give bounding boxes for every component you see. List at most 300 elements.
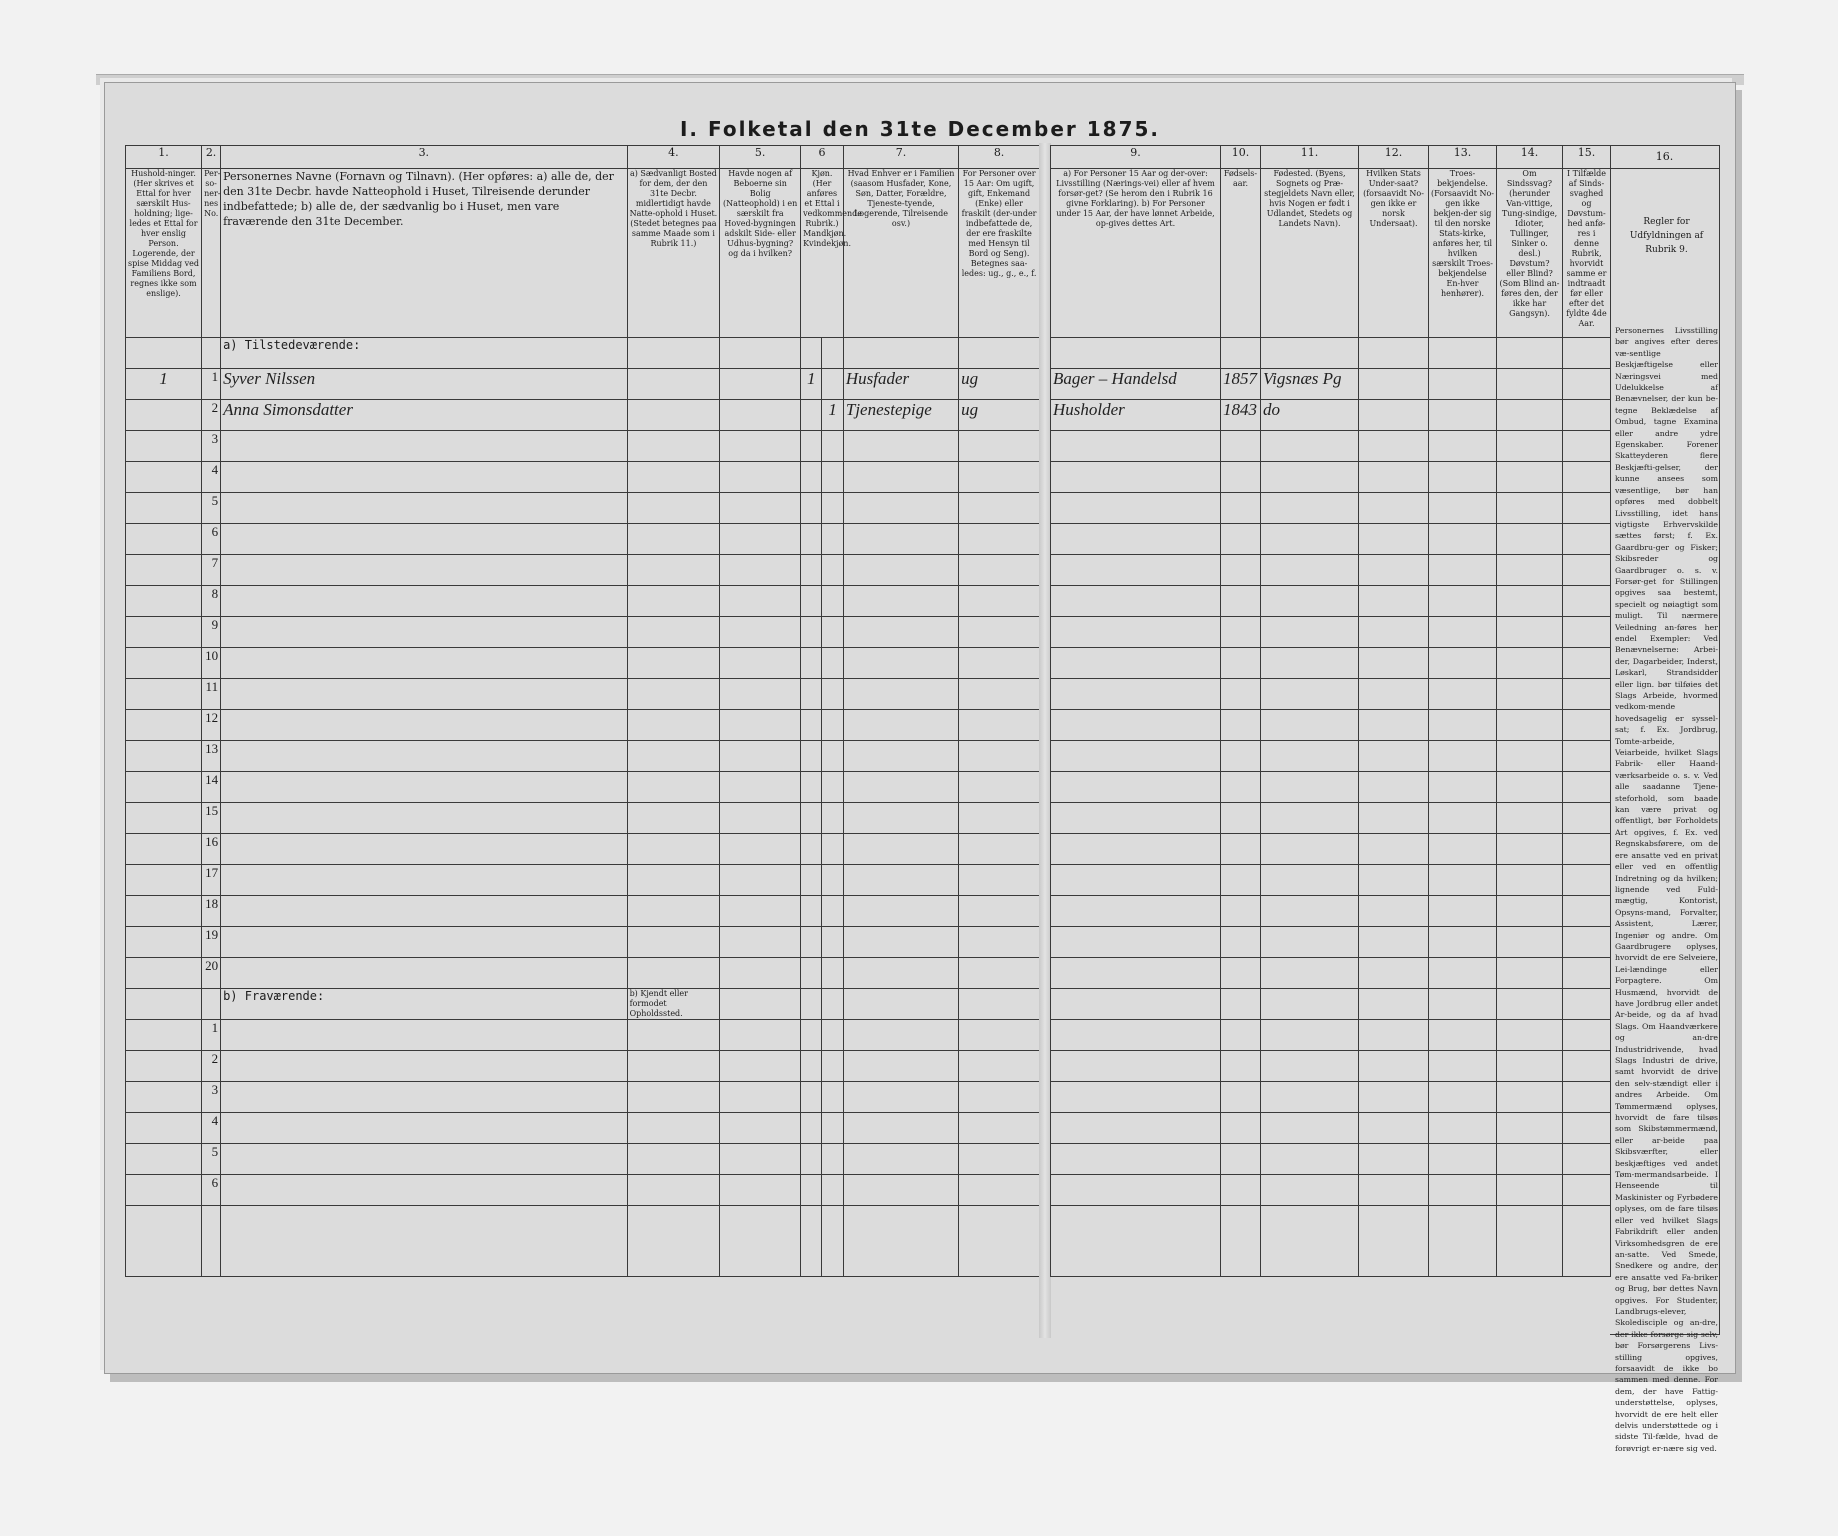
blank-cell bbox=[1429, 648, 1497, 679]
blank-cell bbox=[1563, 1175, 1611, 1206]
blank-cell bbox=[1563, 400, 1611, 431]
name-cell bbox=[221, 896, 627, 927]
table-row bbox=[1051, 803, 1611, 834]
table-row bbox=[126, 1144, 1040, 1175]
civil-status-cell bbox=[959, 834, 1040, 865]
civil-status-cell bbox=[959, 865, 1040, 896]
blank-cell bbox=[1497, 1144, 1563, 1175]
female-cell bbox=[822, 772, 843, 803]
blank-cell bbox=[1429, 1020, 1497, 1051]
civil-status-cell bbox=[959, 896, 1040, 927]
household-cell bbox=[126, 1082, 202, 1113]
table-row bbox=[126, 803, 1040, 834]
col-num-8: 8. bbox=[959, 146, 1040, 169]
table-row bbox=[126, 400, 1040, 431]
birthplace-cell bbox=[1261, 896, 1359, 927]
name-cell bbox=[221, 524, 627, 555]
residence-cell bbox=[627, 369, 720, 400]
table-row bbox=[126, 1113, 1040, 1144]
household-cell bbox=[126, 741, 202, 772]
birth-year-cell bbox=[1221, 772, 1261, 803]
residence-cell bbox=[627, 958, 720, 989]
table-row bbox=[1051, 462, 1611, 493]
table-row bbox=[126, 710, 1040, 741]
civil-status-cell bbox=[959, 1144, 1040, 1175]
table-row bbox=[126, 927, 1040, 958]
male-cell bbox=[801, 555, 822, 586]
filler-row bbox=[1051, 1206, 1611, 1277]
section-cell bbox=[801, 989, 822, 1020]
blank-cell bbox=[1359, 524, 1429, 555]
male-cell bbox=[801, 462, 822, 493]
family-role-cell bbox=[843, 493, 958, 524]
table-row bbox=[126, 1020, 1040, 1051]
family-role-cell bbox=[843, 1082, 958, 1113]
blank-cell bbox=[1563, 1144, 1611, 1175]
residence-cell bbox=[627, 1082, 720, 1113]
filler-cell bbox=[822, 1206, 843, 1277]
section-cell bbox=[801, 338, 822, 369]
outbuilding-cell bbox=[720, 710, 801, 741]
section-cell bbox=[202, 338, 221, 369]
birth-year-cell bbox=[1221, 648, 1261, 679]
blank-cell bbox=[1359, 400, 1429, 431]
name-cell bbox=[221, 617, 627, 648]
table-row bbox=[126, 1051, 1040, 1082]
col-num-7: 7. bbox=[843, 146, 958, 169]
household-cell bbox=[126, 555, 202, 586]
female-cell bbox=[822, 927, 843, 958]
male-cell bbox=[801, 834, 822, 865]
civil-status-cell bbox=[959, 772, 1040, 803]
col-head-names: Personernes Navne (Fornavn og Tilnavn). (Her opføres: a) alle de, der den 31te Decbr. havde Natteophold i Huset, Tilreisende derunder indbefattede; b) alle de, der sædvanlig bo i Huset, men vare fraværende den 31te December. bbox=[221, 169, 627, 338]
blank-cell bbox=[1359, 555, 1429, 586]
civil-status-cell bbox=[959, 1113, 1040, 1144]
residence-cell bbox=[627, 741, 720, 772]
female-cell bbox=[822, 648, 843, 679]
civil-status-cell-value: ug bbox=[961, 400, 979, 419]
row-number: 2 bbox=[202, 400, 221, 431]
blank-cell bbox=[1563, 772, 1611, 803]
residence-cell bbox=[627, 524, 720, 555]
census-sheet bbox=[104, 82, 1736, 1453]
occupation-cell bbox=[1051, 772, 1221, 803]
outbuilding-cell bbox=[720, 896, 801, 927]
name-cell bbox=[221, 1020, 627, 1051]
table-row bbox=[1051, 369, 1611, 400]
civil-status-cell bbox=[959, 741, 1040, 772]
blank-cell bbox=[1429, 710, 1497, 741]
female-cell bbox=[822, 617, 843, 648]
name-cell bbox=[221, 1144, 627, 1175]
section-cell bbox=[126, 989, 202, 1020]
birthplace-cell bbox=[1261, 400, 1359, 431]
row-number: 11 bbox=[202, 679, 221, 710]
table-row bbox=[1051, 1144, 1611, 1175]
female-cell bbox=[822, 1082, 843, 1113]
filler-cell bbox=[843, 1206, 958, 1277]
birthplace-cell bbox=[1261, 617, 1359, 648]
birth-year-cell bbox=[1221, 462, 1261, 493]
blank-cell bbox=[1497, 958, 1563, 989]
blank-cell bbox=[1563, 803, 1611, 834]
blank-cell bbox=[1429, 431, 1497, 462]
household-cell bbox=[126, 803, 202, 834]
outbuilding-cell bbox=[720, 617, 801, 648]
birthplace-cell bbox=[1261, 1051, 1359, 1082]
filler-cell bbox=[720, 1206, 801, 1277]
household-cell bbox=[126, 462, 202, 493]
blank-cell bbox=[1359, 741, 1429, 772]
outbuilding-cell bbox=[720, 1175, 801, 1206]
male-cell bbox=[801, 896, 822, 927]
right-page bbox=[1050, 145, 1720, 1453]
filler-cell bbox=[1497, 1206, 1563, 1277]
blank-cell bbox=[1497, 1020, 1563, 1051]
row-number: 5 bbox=[202, 493, 221, 524]
male-cell bbox=[801, 586, 822, 617]
name-cell bbox=[221, 927, 627, 958]
male-cell bbox=[801, 617, 822, 648]
female-cell bbox=[822, 741, 843, 772]
blank-cell bbox=[1359, 617, 1429, 648]
table-row bbox=[1051, 927, 1611, 958]
family-role-cell bbox=[843, 462, 958, 493]
family-role-cell bbox=[843, 400, 958, 431]
table-row bbox=[126, 493, 1040, 524]
occupation-cell bbox=[1051, 1113, 1221, 1144]
occupation-cell-value: Bager – Handelsd bbox=[1053, 369, 1177, 388]
blank-cell bbox=[1359, 803, 1429, 834]
name-cell bbox=[221, 648, 627, 679]
row-number: 17 bbox=[202, 865, 221, 896]
family-role-cell bbox=[843, 586, 958, 617]
birthplace-cell-value: do bbox=[1263, 400, 1280, 419]
female-cell bbox=[822, 896, 843, 927]
family-role-cell bbox=[843, 679, 958, 710]
name-cell bbox=[221, 1175, 627, 1206]
blank-cell bbox=[1359, 896, 1429, 927]
female-cell bbox=[822, 679, 843, 710]
table-row bbox=[126, 865, 1040, 896]
col-num-15: 15. bbox=[1563, 146, 1611, 169]
blank-cell bbox=[1429, 1082, 1497, 1113]
blank-cell bbox=[1563, 679, 1611, 710]
blank-cell bbox=[1429, 741, 1497, 772]
birthplace-cell bbox=[1261, 958, 1359, 989]
blank-cell bbox=[1563, 1082, 1611, 1113]
occupation-cell bbox=[1051, 493, 1221, 524]
section-cell bbox=[1051, 338, 1221, 369]
section-cell bbox=[126, 338, 202, 369]
civil-status-cell bbox=[959, 493, 1040, 524]
section-row bbox=[1051, 338, 1611, 369]
residence-cell bbox=[627, 865, 720, 896]
birth-year-cell bbox=[1221, 617, 1261, 648]
name-cell bbox=[221, 834, 627, 865]
blank-cell bbox=[1497, 524, 1563, 555]
birth-year-cell bbox=[1221, 710, 1261, 741]
civil-status-cell bbox=[959, 710, 1040, 741]
blank-cell bbox=[1429, 896, 1497, 927]
civil-status-cell bbox=[959, 586, 1040, 617]
row-number: 8 bbox=[202, 586, 221, 617]
blank-cell bbox=[1429, 617, 1497, 648]
name-cell bbox=[221, 741, 627, 772]
section-cell bbox=[843, 989, 958, 1020]
female-cell bbox=[822, 1020, 843, 1051]
table-row bbox=[1051, 648, 1611, 679]
blank-cell bbox=[1497, 865, 1563, 896]
outbuilding-cell bbox=[720, 1082, 801, 1113]
occupation-cell bbox=[1051, 400, 1221, 431]
blank-cell bbox=[1429, 493, 1497, 524]
name-cell-value: Anna Simonsdatter bbox=[223, 400, 353, 419]
birth-year-cell bbox=[1221, 1020, 1261, 1051]
occupation-cell bbox=[1051, 462, 1221, 493]
family-role-cell bbox=[843, 772, 958, 803]
occupation-cell bbox=[1051, 896, 1221, 927]
blank-cell bbox=[1497, 1113, 1563, 1144]
outbuilding-cell bbox=[720, 555, 801, 586]
outbuilding-cell bbox=[720, 400, 801, 431]
section-cell bbox=[1359, 989, 1429, 1020]
blank-cell bbox=[1497, 648, 1563, 679]
table-row bbox=[126, 369, 1040, 400]
male-cell bbox=[801, 431, 822, 462]
col-num-2: 2. bbox=[202, 146, 221, 169]
name-cell bbox=[221, 865, 627, 896]
blank-cell bbox=[1563, 493, 1611, 524]
birthplace-cell bbox=[1261, 555, 1359, 586]
row-number: 2 bbox=[202, 1051, 221, 1082]
blank-cell bbox=[1359, 958, 1429, 989]
outbuilding-cell bbox=[720, 648, 801, 679]
row-number: 5 bbox=[202, 1144, 221, 1175]
occupation-cell bbox=[1051, 834, 1221, 865]
col-num-4: 4. bbox=[627, 146, 720, 169]
male-cell bbox=[801, 1113, 822, 1144]
female-cell bbox=[822, 1113, 843, 1144]
table-row bbox=[126, 679, 1040, 710]
blank-cell bbox=[1359, 648, 1429, 679]
male-cell bbox=[801, 927, 822, 958]
blank-cell bbox=[1359, 1175, 1429, 1206]
birth-year-cell bbox=[1221, 1144, 1261, 1175]
birthplace-cell bbox=[1261, 648, 1359, 679]
birth-year-cell bbox=[1221, 1082, 1261, 1113]
birth-year-cell bbox=[1221, 431, 1261, 462]
section-cell bbox=[1261, 989, 1359, 1020]
residence-cell bbox=[627, 462, 720, 493]
row-number: 1 bbox=[202, 369, 221, 400]
filler-cell bbox=[202, 1206, 221, 1277]
row-number: 19 bbox=[202, 927, 221, 958]
blank-cell bbox=[1563, 865, 1611, 896]
blank-cell bbox=[1429, 679, 1497, 710]
table-row bbox=[1051, 400, 1611, 431]
occupation-cell bbox=[1051, 555, 1221, 586]
occupation-cell bbox=[1051, 741, 1221, 772]
table-row bbox=[1051, 865, 1611, 896]
female-cell bbox=[822, 431, 843, 462]
name-cell bbox=[221, 369, 627, 400]
birthplace-cell bbox=[1261, 524, 1359, 555]
civil-status-cell bbox=[959, 524, 1040, 555]
name-cell bbox=[221, 772, 627, 803]
table-row bbox=[126, 958, 1040, 989]
household-cell bbox=[126, 772, 202, 803]
residence-cell bbox=[627, 896, 720, 927]
section-cell bbox=[1563, 989, 1611, 1020]
civil-status-cell bbox=[959, 958, 1040, 989]
blank-cell bbox=[1359, 1051, 1429, 1082]
blank-cell bbox=[1359, 1144, 1429, 1175]
female-cell bbox=[822, 803, 843, 834]
birth-year-cell bbox=[1221, 400, 1261, 431]
birthplace-cell bbox=[1261, 679, 1359, 710]
section-cell bbox=[720, 338, 801, 369]
col-head-person-no: Per-so-ner-nes No. bbox=[202, 169, 221, 338]
col-num-1: 1. bbox=[126, 146, 202, 169]
row-number: 6 bbox=[202, 524, 221, 555]
filler-cell bbox=[801, 1206, 822, 1277]
table-row bbox=[126, 524, 1040, 555]
section-cell bbox=[202, 989, 221, 1020]
female-cell bbox=[822, 710, 843, 741]
row-number: 6 bbox=[202, 1175, 221, 1206]
blank-cell bbox=[1429, 524, 1497, 555]
residence-cell bbox=[627, 555, 720, 586]
row-number: 14 bbox=[202, 772, 221, 803]
blank-cell bbox=[1359, 369, 1429, 400]
birthplace-cell bbox=[1261, 431, 1359, 462]
table-row bbox=[126, 772, 1040, 803]
family-role-cell bbox=[843, 958, 958, 989]
blank-cell bbox=[1497, 400, 1563, 431]
birthplace-cell bbox=[1261, 1175, 1359, 1206]
table-row bbox=[1051, 710, 1611, 741]
outbuilding-cell bbox=[720, 958, 801, 989]
blank-cell bbox=[1563, 927, 1611, 958]
residence-cell bbox=[627, 400, 720, 431]
female-cell bbox=[822, 1175, 843, 1206]
female-cell bbox=[822, 1144, 843, 1175]
filler-cell bbox=[1221, 1206, 1261, 1277]
table-row bbox=[126, 586, 1040, 617]
residence-cell bbox=[627, 617, 720, 648]
row-number: 4 bbox=[202, 462, 221, 493]
col-head-sex: Kjøn. (Her anføres et Ettal i vedkommende Rubrik.) Mandkjøn. Kvindekjøn. bbox=[801, 169, 844, 338]
row-number: 3 bbox=[202, 1082, 221, 1113]
rules-text: Personernes Livsstilling bør angives efter deres væ-sentlige Beskjæftigelse eller Næringsvei med Udelukkelse af Benævnelser, der kun be-tegne Beklædelse af Ombud, tagne Examina eller andre ydre Egenskaber. Forener Skatteyderen flere Beskjæfti-gelser, der kunne ansees som væsentlige, bør han opføres med dobbelt Livsstilling, idet hans vigtigste Erhvervskilde sættes først; f. Ex. Gaardbru-ger og Fisker; Skibsreder og Gaardbruger o. s. v. Forsør-get for Stillingen opgives saa bestemt, specielt og nøiagtigt som muligt. Til nærmere Veiledning an-føres her endel Exempler: Ved Benævnelserne: Arbei-der, Dagarbeider, Inderst, Løskarl, Strandsidder eller lign. bør tilføies det Slags Arbeide, hvormed vedkom-mende hovedsagelig er syssel-sat; f. Ex. Jordbrug, Tomte-arbeide, Veiarbeide, hvilket Slags Fabrik- eller Haand-værksarbeide o. s. v. Ved alle saadanne Tjene-steforhold, som baade kan være privat og offentligt, bør Forholdets Art opgives, f. Ex. ved Regnskabsførere, om de ere ansatte ved en privat eller ved en offentlig Indretning og da hvilken; lignende ved Fuld-mægtig, Kontorist, Opsyns-mand, Forvalter, Assistent, Lærer, Ingeniør og andre. Om Gaardbrugere oplyses, hvorvidt de ere Selveiere, Lei-lændinge eller Forpagtere. Om Husmænd, hvorvidt de have Jordbrug eller andet Ar-beide, og da af hvad Slags. Om Haandværkere og an-dre Industridrivende, hvad Slags Industri de drive, samt hvorvidt de drive den selv-stændigt eller i andres Arbeide. Om Tømmermænd oplyses, hvorvidt de fare tilsøs som Skibstømmermænd, eller ar-beide paa Skibsværfter, eller beskjæftiges ved andet Tøm-mermandsarbeide. I Henseende til Maskinister og Fyrbødere oplyses, om de fare tilsøs eller ved hvilket Slags Fabrikdrift eller anden Virksomhedsgren de ere an-satte. Ved Smede, Snedkere og andre, der ere ansatte ved Fa-briker og Brug, bør dettes Navn opgives. For Studenter, Landbrugs-elever, Skoledisciple og an-dre, der ikke forsørge sig selv, bør Forsørgerens Livs-stilling opgives, forsaavidt de ikke bo sammen med denne. For dem, der have Fattig-understøttelse, oplyses, hvorvidt de ere helt eller delvis understøttede og i sidste Til-fælde, hvad de forøvrigt er-nære sig ved. bbox=[1615, 326, 1718, 1453]
household-cell bbox=[126, 896, 202, 927]
female-cell bbox=[822, 369, 843, 400]
table-row bbox=[1051, 896, 1611, 927]
blank-cell bbox=[1359, 679, 1429, 710]
male-cell bbox=[801, 865, 822, 896]
outbuilding-cell bbox=[720, 1051, 801, 1082]
household-cell bbox=[126, 431, 202, 462]
civil-status-cell bbox=[959, 369, 1040, 400]
occupation-cell bbox=[1051, 1051, 1221, 1082]
blank-cell bbox=[1497, 1175, 1563, 1206]
blank-cell bbox=[1563, 896, 1611, 927]
table-row bbox=[1051, 772, 1611, 803]
family-role-cell bbox=[843, 648, 958, 679]
residence-cell bbox=[627, 1144, 720, 1175]
outbuilding-cell bbox=[720, 741, 801, 772]
outbuilding-cell bbox=[720, 524, 801, 555]
row-number: 12 bbox=[202, 710, 221, 741]
section-cell bbox=[720, 989, 801, 1020]
household-cell bbox=[126, 958, 202, 989]
row-number: 16 bbox=[202, 834, 221, 865]
row-number: 3 bbox=[202, 431, 221, 462]
blank-cell bbox=[1497, 741, 1563, 772]
birth-year-cell bbox=[1221, 493, 1261, 524]
civil-status-cell bbox=[959, 400, 1040, 431]
row-number: 18 bbox=[202, 896, 221, 927]
blank-cell bbox=[1359, 493, 1429, 524]
male-cell bbox=[801, 741, 822, 772]
female-cell bbox=[822, 462, 843, 493]
outbuilding-cell bbox=[720, 927, 801, 958]
row-number: 7 bbox=[202, 555, 221, 586]
residence-cell bbox=[627, 803, 720, 834]
birthplace-cell bbox=[1261, 927, 1359, 958]
table-row bbox=[1051, 1082, 1611, 1113]
filler-cell bbox=[221, 1206, 627, 1277]
blank-cell bbox=[1563, 524, 1611, 555]
birthplace-cell bbox=[1261, 1113, 1359, 1144]
female-cell bbox=[822, 834, 843, 865]
household-cell bbox=[126, 1144, 202, 1175]
col-num-3: 3. bbox=[221, 146, 627, 169]
male-cell bbox=[801, 1082, 822, 1113]
birth-year-cell-value: 1857 bbox=[1223, 369, 1257, 388]
family-role-cell bbox=[843, 1113, 958, 1144]
name-cell-value: Syver Nilssen bbox=[223, 369, 316, 388]
section-cell bbox=[822, 989, 843, 1020]
birth-year-cell bbox=[1221, 1051, 1261, 1082]
residence-cell bbox=[627, 586, 720, 617]
household-cell bbox=[126, 586, 202, 617]
blank-cell bbox=[1497, 1051, 1563, 1082]
family-role-cell bbox=[843, 710, 958, 741]
blank-cell bbox=[1563, 710, 1611, 741]
col-head-family-role: Hvad Enhver er i Familien (saasom Husfader, Kone, Søn, Datter, Forældre, Tjeneste-tyende, Logerende, Tilreisende osv.) bbox=[843, 169, 958, 338]
outbuilding-cell bbox=[720, 586, 801, 617]
occupation-cell bbox=[1051, 431, 1221, 462]
table-row bbox=[1051, 524, 1611, 555]
col-num-16: 16. bbox=[1610, 146, 1719, 169]
household-cell bbox=[126, 865, 202, 896]
birthplace-cell bbox=[1261, 803, 1359, 834]
section-cell bbox=[1221, 338, 1261, 369]
family-role-cell bbox=[843, 1051, 958, 1082]
birthplace-cell bbox=[1261, 586, 1359, 617]
section-cell bbox=[1051, 989, 1221, 1020]
occupation-cell bbox=[1051, 369, 1221, 400]
col-head-11: Fødested. (Byens, Sognets og Præ-stegjeldets Navn eller, hvis Nogen er født i Udlandet, Stedets og Landets Navn). bbox=[1261, 169, 1359, 338]
occupation-cell bbox=[1051, 524, 1221, 555]
birthplace-cell bbox=[1261, 834, 1359, 865]
occupation-cell bbox=[1051, 958, 1221, 989]
filler-cell bbox=[1051, 1206, 1221, 1277]
name-cell bbox=[221, 958, 627, 989]
female-cell-value: 1 bbox=[828, 400, 837, 419]
